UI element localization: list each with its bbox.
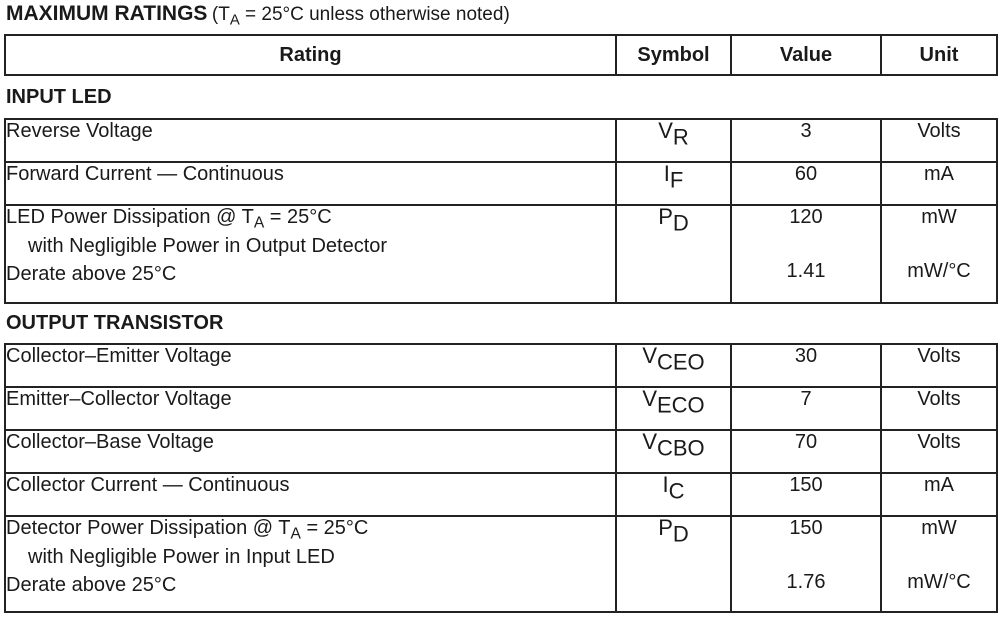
table-row [5, 387, 997, 430]
col-symbol-header: Symbol [616, 35, 731, 75]
symbol-letter: V [642, 343, 657, 368]
unit-derate: mW/°C [907, 571, 971, 593]
rating-line-2: with Negligible Power in Input LED [28, 545, 335, 568]
table-row [5, 162, 997, 205]
title-heading: MAXIMUM RATINGS [6, 2, 208, 25]
value-derate: 1.76 [786, 571, 826, 593]
rating-pre: LED Power Dissipation @ T [6, 206, 254, 228]
header-row [5, 35, 997, 75]
value-cell: 7 [731, 387, 881, 430]
value-primary: 120 [789, 206, 823, 228]
unit-cell: Volts [881, 119, 997, 162]
symbol-cell [616, 162, 731, 205]
symbol-subscript: R [672, 124, 689, 150]
symbol-cell [616, 430, 731, 473]
value-cell: 150 [731, 473, 881, 516]
symbol-letter: P [658, 204, 673, 229]
rating-derate: Derate above 25°C [6, 573, 177, 596]
rating-line-2: with Negligible Power in Output Detector [28, 234, 388, 257]
rating-line-1 [6, 206, 615, 235]
symbol-letter: P [658, 515, 673, 540]
rating-post: = 25°C [300, 517, 369, 539]
col-unit-header: Unit [881, 35, 997, 75]
symbol-subscript: D [672, 210, 689, 236]
rating-cell: Collector–Base Voltage [5, 430, 616, 473]
table-row [5, 516, 997, 612]
rating-cell: Collector–Emitter Voltage [5, 344, 616, 387]
unit-primary: mW [921, 517, 957, 539]
rating-cell: Reverse Voltage [5, 119, 616, 162]
condition-rest: = 25°C unless otherwise noted) [239, 4, 510, 25]
symbol-subscript: F [669, 167, 684, 193]
rating-line-1 [6, 517, 615, 546]
table-row [5, 119, 997, 162]
header-table [4, 34, 998, 76]
unit-cell: mA [881, 162, 997, 205]
value-primary: 150 [789, 517, 823, 539]
col-value-header: Value [731, 35, 881, 75]
symbol-letter: V [658, 118, 673, 143]
condition-open: (T [211, 4, 230, 25]
table-row [5, 473, 997, 516]
unit-cell: Volts [881, 344, 997, 387]
symbol-cell [616, 473, 731, 516]
section-title-input-led: INPUT LED [6, 86, 112, 108]
rating-subscript: A [253, 214, 265, 232]
condition-sub: A [229, 12, 240, 29]
output-transistor-table [4, 343, 998, 613]
rating-cell [5, 205, 616, 303]
rating-cell [5, 516, 616, 612]
table-row [5, 205, 997, 303]
unit-cell [881, 516, 997, 612]
symbol-subscript: C [668, 478, 685, 504]
symbol-letter: V [642, 386, 657, 411]
col-rating-header: Rating [5, 35, 616, 75]
unit-cell: Volts [881, 387, 997, 430]
value-cell [731, 516, 881, 612]
rating-subscript: A [290, 525, 301, 543]
unit-primary: mW [921, 206, 957, 228]
symbol-subscript: D [672, 521, 689, 547]
title-condition [211, 4, 510, 29]
symbol-letter: I [663, 161, 670, 186]
symbol-cell [616, 387, 731, 430]
symbol-cell [616, 344, 731, 387]
value-derate: 1.41 [786, 260, 826, 282]
unit-cell: mA [881, 473, 997, 516]
rating-cell: Collector Current — Continuous [5, 473, 616, 516]
value-cell: 30 [731, 344, 881, 387]
unit-derate: mW/°C [907, 260, 971, 282]
value-cell: 60 [731, 162, 881, 205]
symbol-cell [616, 205, 731, 303]
symbol-subscript: CBO [657, 435, 705, 461]
unit-cell [881, 205, 997, 303]
input-led-table [4, 118, 998, 304]
page-title [6, 2, 510, 28]
symbol-cell [616, 516, 731, 612]
symbol-cell [616, 119, 731, 162]
value-cell [731, 205, 881, 303]
section-title-output-transistor: OUTPUT TRANSISTOR [6, 312, 224, 334]
symbol-letter: V [642, 429, 657, 454]
value-cell: 70 [731, 430, 881, 473]
table-row [5, 344, 997, 387]
rating-pre: Detector Power Dissipation @ T [6, 517, 291, 539]
symbol-subscript: CEO [657, 349, 705, 375]
symbol-letter: I [662, 472, 669, 497]
symbol-subscript: ECO [657, 392, 705, 418]
rating-post: = 25°C [264, 206, 332, 228]
unit-cell: Volts [881, 430, 997, 473]
rating-cell: Forward Current — Continuous [5, 162, 616, 205]
rating-derate: Derate above 25°C [6, 262, 177, 285]
value-cell: 3 [731, 119, 881, 162]
table-row [5, 430, 997, 473]
rating-cell: Emitter–Collector Voltage [5, 387, 616, 430]
